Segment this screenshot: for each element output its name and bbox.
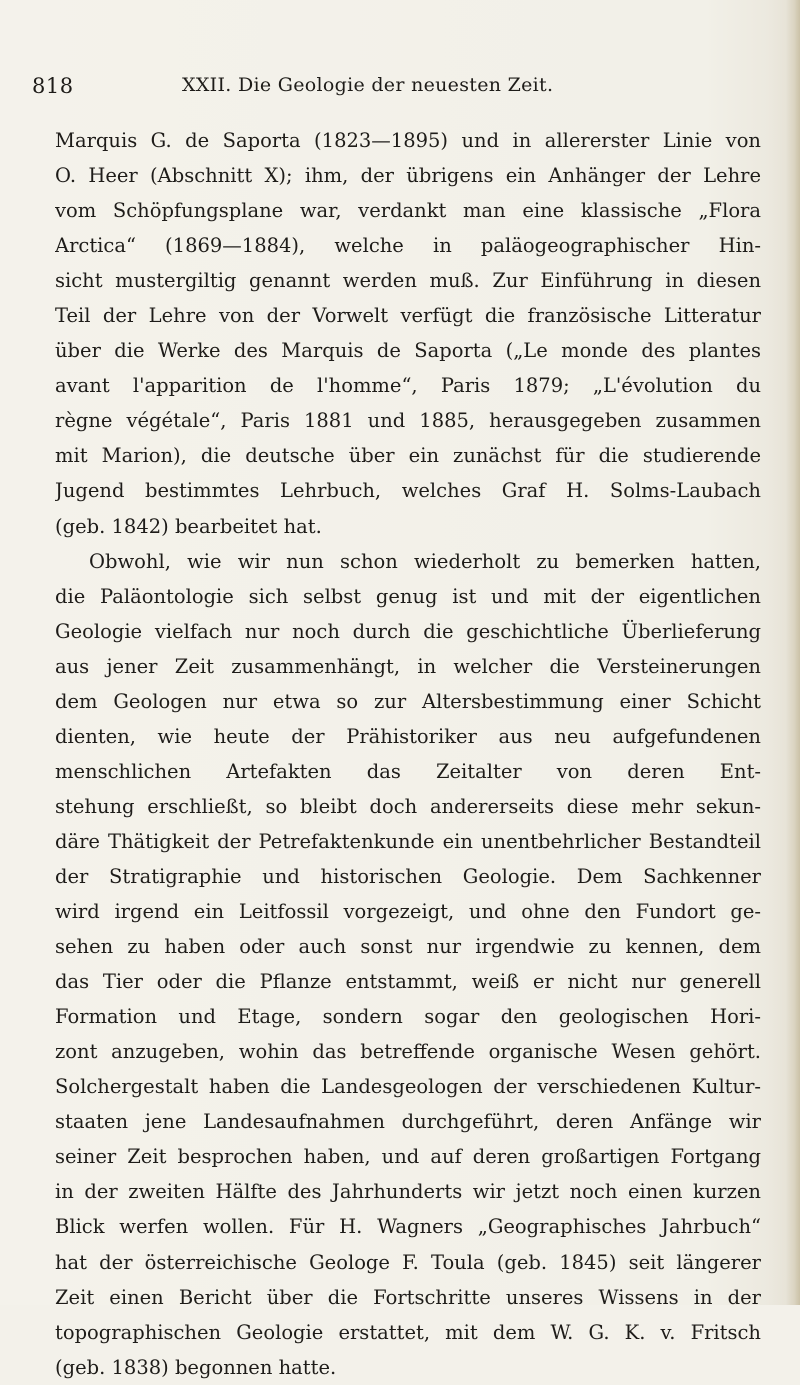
text-line: menschlichen Artefakten das Zeitalter von deren Ent- (55, 759, 761, 783)
text-line: dem Geologen nur etwa so zur Altersbestimmung einer Schicht (55, 689, 761, 713)
text-line: Jugend bestimmtes Lehrbuch, welches Graf H. Solms-Laubach (55, 479, 761, 503)
text-line: Solchergestalt haben die Landesgeologen der verschiedenen Kultur- (55, 1075, 761, 1099)
text-line: seiner Zeit besprochen haben, und auf deren großartigen Fortgang (55, 1145, 761, 1169)
text-line: avant l'apparition de l'homme“, Paris 1879; „L'évolution du (55, 374, 761, 398)
text-line: die Paläontologie sich selbst genug ist und mit der eigentlichen (55, 584, 761, 608)
body-text (55, 123, 761, 1385)
text-line: das Tier oder die Pflanze entstammt, weiß er nicht nur generell (55, 970, 761, 994)
text-line: aus jener Zeit zusammenhängt, in welcher die Versteinerungen (55, 654, 761, 678)
paragraph-start-line: Obwohl, wie wir nun schon wiederholt zu bemerken hatten, (89, 549, 761, 573)
page-edge-shadow (786, 0, 800, 1305)
text-line: dienten, wie heute der Prähistoriker aus neu aufgefundenen (55, 724, 761, 748)
page-number: 818 (32, 74, 74, 98)
text-line: zont anzugeben, wohin das betreffende organische Wesen gehört. (55, 1040, 761, 1064)
text-line: mit Marion), die deutsche über ein zunächst für die studierende (55, 444, 761, 468)
text-line: staaten jene Landesaufnahmen durchgeführt, deren Anfänge wir (55, 1110, 761, 1134)
text-line: topographischen Geologie erstattet, mit dem W. G. K. v. Fritsch (55, 1320, 761, 1344)
text-line: über die Werke des Marquis de Saporta („Le monde des plantes (55, 339, 761, 363)
text-line: sehen zu haben oder auch sonst nur irgendwie zu kennen, dem (55, 935, 761, 959)
page-header (32, 60, 744, 100)
running-title: XXII. Die Geologie der neuesten Zeit. (182, 74, 554, 96)
text-line: règne végétale“, Paris 1881 und 1885, herausgegeben zusammen (55, 409, 761, 433)
text-line: däre Thätigkeit der Petrefaktenkunde ein unentbehrlicher Bestandteil (55, 829, 761, 853)
text-line: Blick werfen wollen. Für H. Wagners „Geographisches Jahrbuch“ (55, 1215, 761, 1239)
text-line: Marquis G. de Saporta (1823—1895) und in allererster Linie von (55, 129, 761, 152)
text-line: stehung erschließt, so bleibt doch andererseits diese mehr sekun- (55, 794, 761, 818)
paragraph-end-line: (geb. 1842) bearbeitet hat. (55, 514, 322, 538)
text-line: in der zweiten Hälfte des Jahrhunderts wir jetzt noch einen kurzen (55, 1180, 761, 1204)
text-line: Zeit einen Bericht über die Fortschritte unseres Wissens in der (55, 1285, 761, 1309)
text-line: Formation und Etage, sondern sogar den geologischen Hori- (55, 1005, 761, 1029)
text-line: der Stratigraphie und historischen Geologie. Dem Sachkenner (55, 864, 761, 888)
paragraph-end-line: (geb. 1838) begonnen hatte. (55, 1355, 337, 1379)
text-line: O. Heer (Abschnitt X); ihm, der übrigens ein Anhänger der Lehre (55, 164, 761, 188)
text-line: hat der österreichische Geologe F. Toula (geb. 1845) seit längerer (55, 1250, 761, 1274)
text-line: vom Schöpfungsplane war, verdankt man eine klassische „Flora (55, 199, 761, 223)
text-line: wird irgend ein Leitfossil vorgezeigt, und ohne den Fundort ge- (55, 900, 761, 924)
text-line: Arctica“ (1869—1884), welche in paläogeographischer Hin- (55, 234, 761, 258)
text-line: sicht mustergiltig genannt werden muß. Zur Einführung in diesen (55, 269, 761, 293)
text-line: Teil der Lehre von der Vorwelt verfügt die französische Litteratur (55, 304, 761, 328)
text-line: Geologie vielfach nur noch durch die geschichtliche Überlieferung (55, 619, 761, 643)
